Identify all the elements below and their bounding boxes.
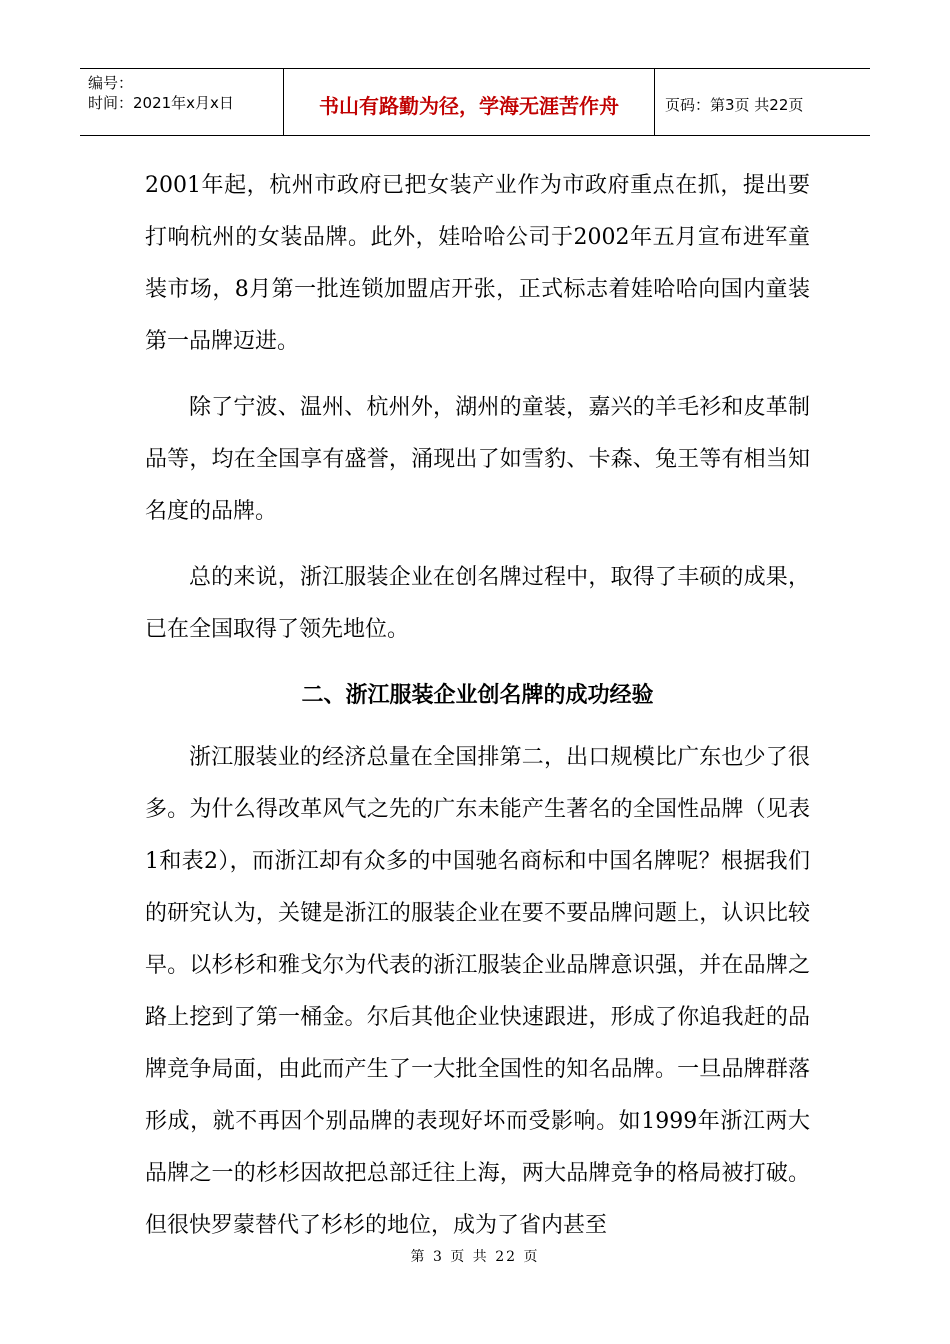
header-page-info: 页码：第3页 共22页 [665,95,804,114]
header-date-label: 时间：2021年x月x日 [88,94,234,112]
paragraph-1: 2001年起，杭州市政府已把女装产业作为市政府重点在抓，提出要打响杭州的女装品牌。此外，娃哈哈公司于2002年五月宣布进军童装市场，8月第一批连锁加盟店开张，正式标志着娃哈哈向国内童装第一品牌迈进。 [145,173,810,354]
header-meta [80,69,284,135]
paragraph-3: 总的来说，浙江服装企业在创名牌过程中，取得了丰硕的成果，已在全国取得了领先地位。 [145,565,810,642]
header-number-label: 编号： [88,74,134,92]
paragraph-2: 除了宁波、温州、杭州外，湖州的童装，嘉兴的羊毛衫和皮革制品等，均在全国享有盛誉，涌现出了如雪豹、卡森、兔王等有相当知名度的品牌。 [145,395,810,524]
section-title: 二、浙江服装企业创名牌的成功经验 [301,683,654,708]
page-footer: 第 3 页 共 22 页 [410,1249,540,1265]
document-body [145,160,810,1252]
paragraph-4: 浙江服装业的经济总量在全国排第二，出口规模比广东也少了很多。为什么得改革风气之先的广东未能产生著名的全国性品牌（见表1和表2），而浙江却有众多的中国驰名商标和中国名牌呢？根据我们的研究认为，关键是浙江的服装企业在要不要品牌问题上，认识比较早。以杉杉和雅戈尔为代表的浙江服装企业品牌意识强，并在品牌之路上挖到了第一桶金。尔后其他企业快速跟进，形成了你追我赶的品牌竞争局面，由此而产生了一大批全国性的知名品牌。一旦品牌群落形成，就不再因个别品牌的表现好坏而受影响。如1999年浙江两大品牌之一的杉杉因故把总部迁往上海，两大品牌竞争的格局被打破。但很快罗蒙替代了杉杉的地位，成为了省内甚至 [145,745,810,1238]
page-header [80,68,870,136]
header-motto: 书山有路勤为径，学海无涯苦作舟 [284,69,655,135]
